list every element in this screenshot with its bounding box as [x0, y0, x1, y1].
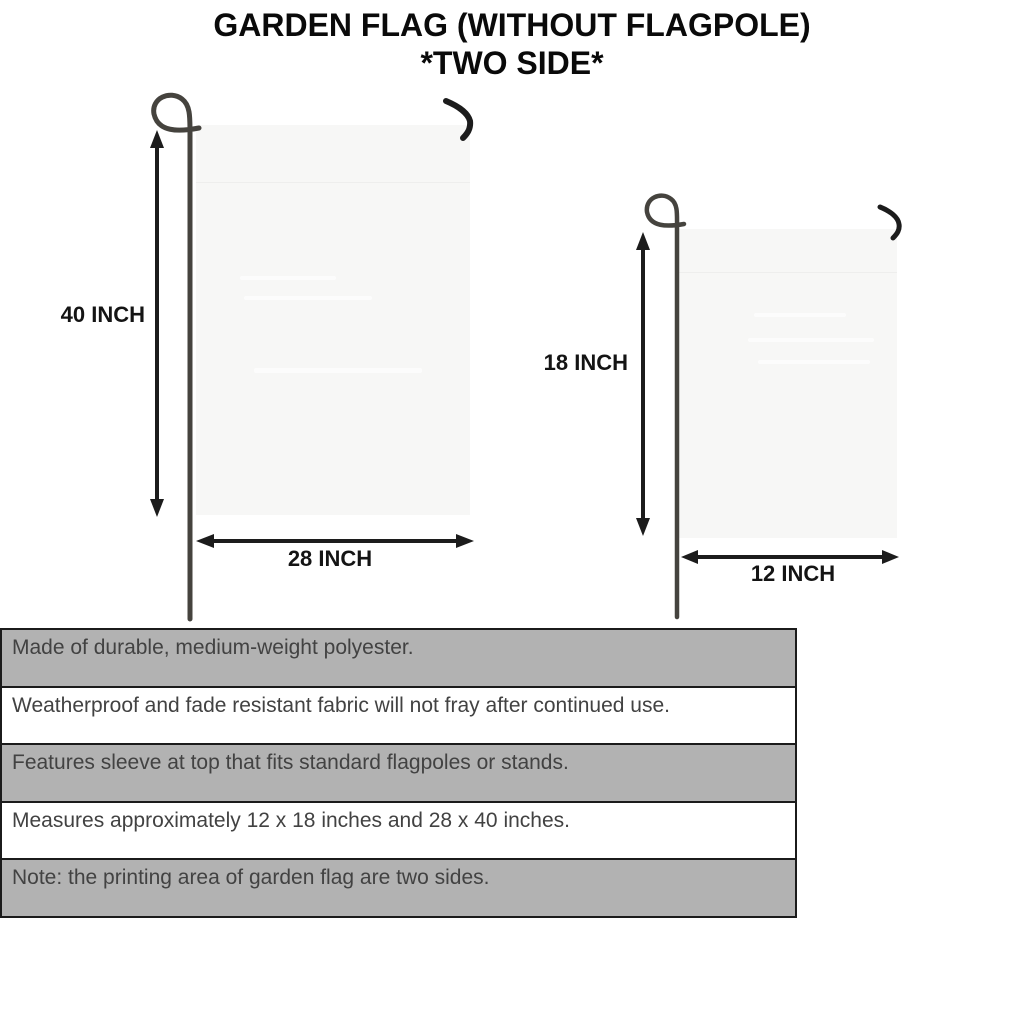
- page-title: [0, 6, 1024, 82]
- small-flag-width-label: 12 INCH: [750, 561, 836, 586]
- watermark-streak: [748, 338, 874, 342]
- large-flagpole-icon: [154, 95, 199, 619]
- feature-row: Features sleeve at top that fits standard flagpoles or stands.: [2, 745, 795, 803]
- large-flag-image: [196, 125, 470, 515]
- flag-sleeve: [678, 229, 897, 273]
- small-height-arrow-icon: [636, 232, 650, 536]
- flag-sleeve: [196, 125, 470, 183]
- feature-row: Measures approximately 12 x 18 inches and 28 x 40 inches.: [2, 803, 795, 861]
- feature-row: Weatherproof and fade resistant fabric will not fray after continued use.: [2, 688, 795, 746]
- watermark-streak: [754, 313, 846, 317]
- title-line-2: *TWO SIDE*: [420, 45, 604, 81]
- feature-row: Note: the printing area of garden flag are two sides.: [2, 860, 795, 916]
- small-flag-image: [678, 229, 897, 538]
- features-table: [0, 628, 797, 918]
- small-flag-height-label: 18 INCH: [543, 350, 628, 375]
- large-flag-height-label: 40 INCH: [60, 302, 145, 327]
- large-height-arrow-icon: [150, 130, 164, 517]
- watermark-streak: [758, 360, 870, 364]
- watermark-streak: [240, 276, 336, 280]
- watermark-streak: [254, 368, 422, 373]
- large-flag-width-label: 28 INCH: [287, 546, 373, 571]
- watermark-streak: [244, 296, 372, 300]
- feature-row: Made of durable, medium-weight polyester.: [2, 630, 795, 688]
- title-line-1: GARDEN FLAG (WITHOUT FLAGPOLE): [213, 7, 811, 43]
